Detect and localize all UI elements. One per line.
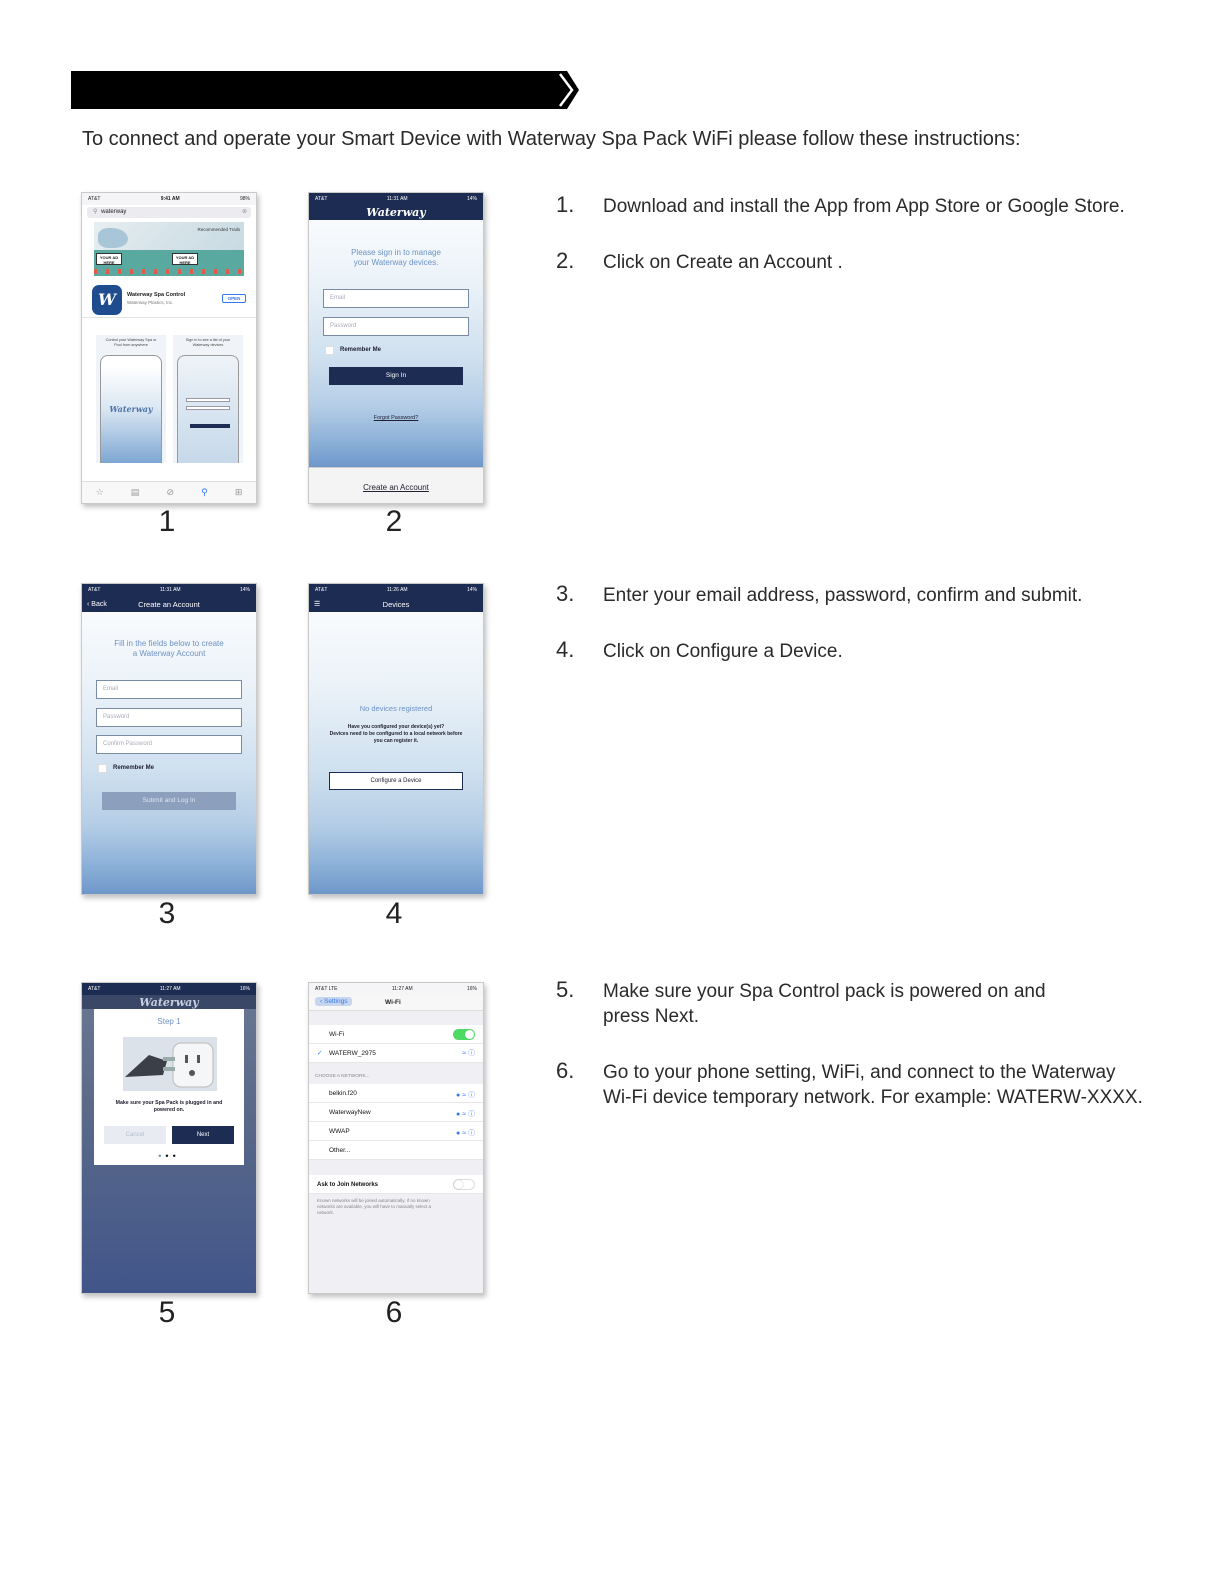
- app-listing[interactable]: [82, 282, 256, 318]
- lock-wifi-info-icon[interactable]: ● ≈ ⓘ: [456, 1130, 475, 1137]
- phone-label-3: 3: [158, 897, 176, 930]
- network-row[interactable]: WaterwayNew: [309, 1103, 483, 1122]
- forgot-password-link[interactable]: Forgot Password?: [373, 415, 419, 421]
- ad-box-1: YOUR AD HERE: [96, 253, 122, 265]
- create-account-link[interactable]: Create an Account: [363, 483, 429, 492]
- chevron-left-icon: ‹: [320, 998, 323, 1005]
- page-dots: •••: [158, 1151, 180, 1161]
- waterway-logo: Waterway: [139, 995, 199, 1009]
- ad-box-2: YOUR AD HERE: [172, 253, 198, 265]
- lock-wifi-info-icon[interactable]: ● ≈ ⓘ: [456, 1111, 475, 1118]
- preview-logo: Waterway: [109, 404, 153, 414]
- plug-outlet-illustration: [123, 1037, 217, 1091]
- status-bar: AT&T 11:27 AM 16%: [82, 983, 256, 995]
- map-water: [98, 228, 128, 248]
- settings-navbar: [309, 995, 483, 1011]
- configure-device-button[interactable]: Configure a Device: [329, 772, 463, 790]
- status-bar: AT&T 11:31 AM 14%: [309, 193, 483, 205]
- nav-title: Devices: [382, 599, 410, 609]
- phone-label-2: 2: [385, 505, 403, 538]
- wifi-toggle-row: Wi-Fi: [309, 1025, 483, 1044]
- step-title: Step 1: [157, 1017, 181, 1026]
- step-dialog: [94, 1009, 244, 1165]
- phone-screenshot-6: [308, 982, 484, 1294]
- ad-icons: [94, 269, 244, 274]
- explore-tab-icon[interactable]: ⊘: [166, 487, 174, 497]
- app-store-tab-bar: [82, 481, 256, 503]
- phone-label-5: 5: [158, 1296, 176, 1329]
- chevron-left-icon: ‹: [87, 600, 90, 608]
- network-row[interactable]: belkin.f20: [309, 1084, 483, 1103]
- navbar: [82, 596, 256, 612]
- map-title: Recommended Trails: [197, 227, 240, 232]
- signin-prompt: Please sign in to manage your Waterway devices.: [351, 248, 441, 267]
- submit-login-button[interactable]: Submit and Log In: [102, 792, 236, 810]
- ask-join-toggle[interactable]: [453, 1179, 475, 1190]
- confirm-password-field[interactable]: Confirm Password: [96, 735, 242, 754]
- featured-tab-icon[interactable]: ☆: [95, 487, 104, 497]
- no-devices-text: No devices registered: [359, 704, 433, 713]
- search-icon: ⚲: [93, 209, 98, 215]
- navbar: [82, 995, 256, 1009]
- search-tab-icon[interactable]: ⚲: [201, 487, 208, 497]
- map-ad-area: [94, 222, 244, 276]
- remember-me-checkbox[interactable]: [325, 346, 334, 355]
- waterway-app-icon: W: [92, 285, 122, 315]
- intro-text: To connect and operate your Smart Device with Waterway Spa Pack WiFi please follow these instructions:: [82, 128, 1021, 150]
- app-preview-2: Sign in to see a list of your Waterway devices: [173, 335, 243, 463]
- email-field[interactable]: Email: [323, 289, 469, 308]
- updates-tab-icon[interactable]: ⊞: [234, 487, 243, 497]
- phone-label-6: 6: [385, 1296, 403, 1329]
- ask-join-description: Known networks will be joined automatically. If no known networks are available, you will have to manually select a network.: [317, 1198, 432, 1215]
- status-bar: AT&T LTE 11:27 AM 16%: [309, 983, 483, 995]
- phone-label-4: 4: [385, 897, 403, 930]
- phone-screenshot-5: [81, 982, 257, 1294]
- create-prompt: Fill in the fields below to create a Waterway Account: [114, 639, 224, 658]
- network-row[interactable]: Other...: [309, 1141, 483, 1160]
- network-row[interactable]: WWAP: [309, 1122, 483, 1141]
- waterway-logo: Waterway: [366, 206, 426, 219]
- phone-screenshot-4: [308, 583, 484, 895]
- connected-network-row[interactable]: ✓ WATERW_2975 ≈ ⓘ: [309, 1044, 483, 1063]
- choose-network-header: CHOOSE A NETWORK...: [315, 1074, 370, 1079]
- cancel-button[interactable]: Cancel: [104, 1126, 166, 1144]
- next-button[interactable]: Next: [172, 1126, 234, 1144]
- checkmark-icon: ✓: [317, 1050, 323, 1057]
- nav-title: Create an Account: [138, 599, 200, 609]
- status-bar: AT&T 11:26 AM 14%: [309, 584, 483, 596]
- remember-me-label: Remember Me: [340, 347, 382, 353]
- remember-me-label: Remember Me: [113, 765, 155, 771]
- status-bar: AT&T 11:31 AM 14%: [82, 584, 256, 596]
- password-field[interactable]: Password: [96, 708, 242, 727]
- devices-help-text: Have you configured your device(s) yet? Devices need to be configured to a local network before you can register it.: [329, 724, 463, 744]
- top-charts-tab-icon[interactable]: ▤: [130, 487, 140, 497]
- ask-join-row: Ask to Join Networks: [309, 1175, 483, 1194]
- nav-title: Wi-Fi: [385, 999, 401, 1006]
- app-company: Waterway Plastics, Inc.: [127, 300, 174, 305]
- wifi-toggle[interactable]: [453, 1029, 475, 1040]
- status-bar: AT&T 9:41 AM 98%: [82, 193, 256, 205]
- app-name: Waterway Spa Control: [127, 292, 186, 298]
- navbar: [309, 205, 483, 220]
- settings-back-button[interactable]: ‹ Settings: [315, 997, 352, 1006]
- open-button[interactable]: OPEN: [222, 294, 246, 303]
- clear-icon[interactable]: ⊗: [241, 209, 247, 215]
- sign-in-button[interactable]: Sign In: [329, 367, 463, 385]
- app-preview-1: Control your Waterway Spa or Pool from anywhere Waterway: [96, 335, 166, 463]
- navbar: [309, 596, 483, 612]
- info-icon[interactable]: ≈ ⓘ: [462, 1050, 475, 1057]
- ad-strip: [94, 250, 244, 276]
- phone-screenshot-2: [308, 192, 484, 504]
- header-banner: [71, 71, 579, 109]
- lock-wifi-info-icon[interactable]: ● ≈ ⓘ: [456, 1092, 475, 1099]
- phone-screenshot-3: [81, 583, 257, 895]
- menu-icon[interactable]: ☰: [314, 601, 321, 608]
- step-message: Make sure your Spa Pack is plugged in and powered on.: [115, 1100, 223, 1113]
- phone-label-1: 1: [158, 505, 176, 538]
- password-field[interactable]: Password: [323, 317, 469, 336]
- search-field[interactable]: ⚲ waterway ⊗: [87, 207, 251, 218]
- back-button[interactable]: ‹ Back: [87, 600, 107, 608]
- phone-screenshot-1: [81, 192, 257, 504]
- email-field[interactable]: Email: [96, 680, 242, 699]
- remember-me-checkbox[interactable]: [98, 764, 107, 773]
